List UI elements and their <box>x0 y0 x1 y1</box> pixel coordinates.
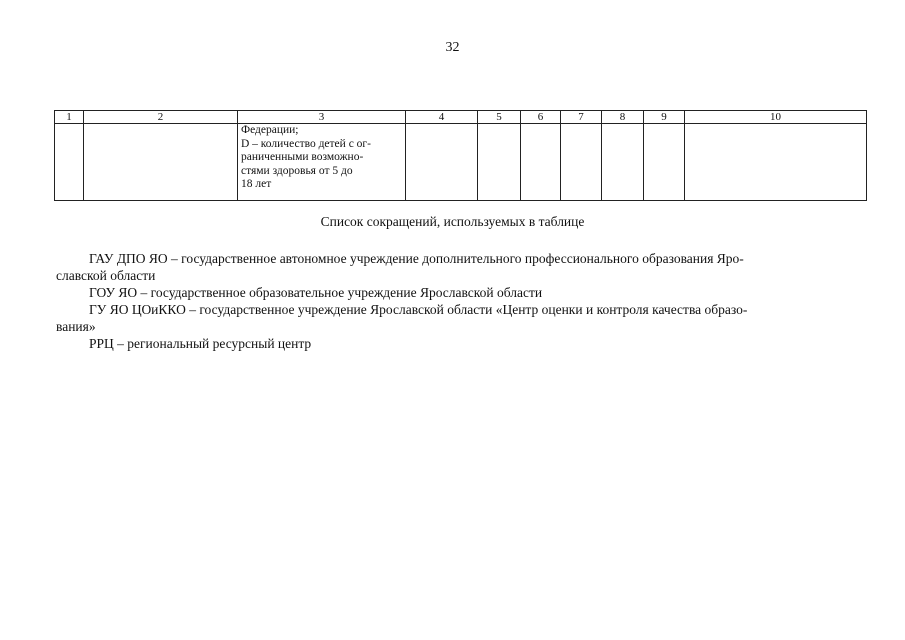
cell-text-line: раниченными возможно- <box>241 151 364 163</box>
abbreviations-caption: Список сокращений, используемых в таблице <box>320 214 585 229</box>
table-cell-6 <box>521 124 561 201</box>
column-header-6: 6 <box>521 111 561 124</box>
column-header-10: 10 <box>685 111 867 124</box>
table-cell-10 <box>685 124 867 201</box>
column-header-9: 9 <box>644 111 685 124</box>
column-header-8: 8 <box>602 111 644 124</box>
cell-text-line: Федерации; <box>241 124 299 136</box>
table-cell-7 <box>561 124 602 201</box>
column-header-3: 3 <box>238 111 406 124</box>
column-header-7: 7 <box>561 111 602 124</box>
table-cell-9 <box>644 124 685 201</box>
data-table <box>54 110 867 201</box>
table-cell-2 <box>84 124 238 201</box>
abbreviation-item-continuation: славской области <box>56 268 156 283</box>
cell-text-line: D – количество детей с ог- <box>241 137 371 150</box>
abbreviation-item: ГАУ ДПО ЯО – государственное автономное учреждение дополнительного профессионального образования Яро- <box>89 251 744 266</box>
abbreviation-item-continuation: вания» <box>56 319 96 334</box>
table-header-row <box>55 111 867 124</box>
abbreviations-list <box>56 250 849 352</box>
table-cell-4 <box>406 124 478 201</box>
page-number: 32 <box>445 40 460 55</box>
cell-text-line: стями здоровья от 5 до <box>241 164 353 177</box>
column-header-1: 1 <box>55 111 84 124</box>
table-cell-1 <box>55 124 84 201</box>
abbreviation-item: ГОУ ЯО – государственное образовательное учреждение Ярославской области <box>89 285 543 300</box>
abbreviation-item: РРЦ – региональный ресурсный центр <box>89 336 312 351</box>
table-cell-3 <box>238 124 406 201</box>
table-row <box>55 124 867 201</box>
table-cell-8 <box>602 124 644 201</box>
column-header-2: 2 <box>84 111 238 124</box>
table-cell-5 <box>478 124 521 201</box>
column-header-5: 5 <box>478 111 521 124</box>
column-header-4: 4 <box>406 111 478 124</box>
abbreviation-item: ГУ ЯО ЦОиККО – государственное учреждение Ярославской области «Центр оценки и контроля качества образо- <box>89 302 748 317</box>
cell-text-line: 18 лет <box>241 178 272 190</box>
